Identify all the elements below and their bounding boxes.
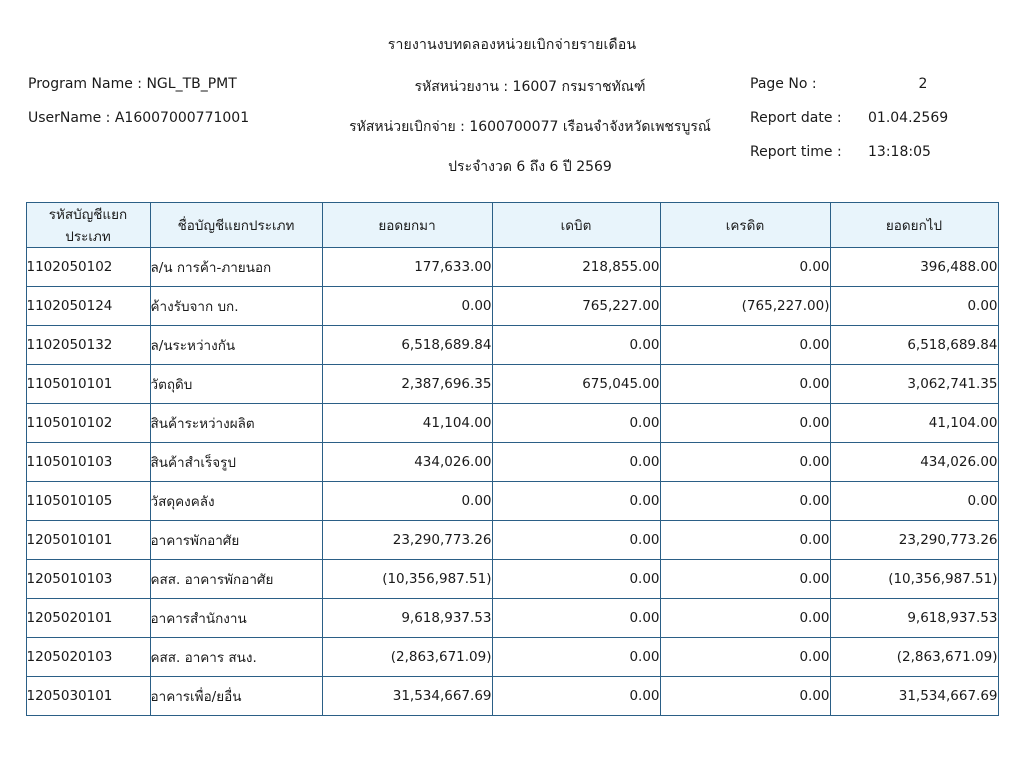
page-number-label: Page No :	[750, 76, 817, 92]
cell-account-code: 1205020103	[26, 638, 150, 677]
table-row	[26, 287, 998, 326]
table-row	[26, 521, 998, 560]
cell-opening-balance: 0.00	[322, 482, 492, 521]
report-time-value: 13:18:05	[868, 144, 931, 160]
cell-credit: 0.00	[660, 482, 830, 521]
metadata-right-column	[750, 76, 1000, 178]
trial-balance-table	[26, 202, 999, 716]
cell-closing-balance: 0.00	[830, 482, 998, 521]
cell-opening-balance: 9,618,937.53	[322, 599, 492, 638]
cell-account-name: อาคารพักอาศัย	[150, 521, 322, 560]
cell-account-name: สินค้าสำเร็จรูป	[150, 443, 322, 482]
cell-account-code: 1102050124	[26, 287, 150, 326]
cell-closing-balance: 0.00	[830, 287, 998, 326]
table-row	[26, 326, 998, 365]
cell-closing-balance: 41,104.00	[830, 404, 998, 443]
cell-opening-balance: (10,356,987.51)	[322, 560, 492, 599]
cell-opening-balance: 177,633.00	[322, 248, 492, 287]
cell-credit: (765,227.00)	[660, 287, 830, 326]
cell-account-name: ค้างรับจาก บก.	[150, 287, 322, 326]
report-time-label: Report time :	[750, 144, 842, 160]
page-title: รายงานงบทดลองหน่วยเบิกจ่ายรายเดือน	[387, 37, 637, 53]
cell-debit: 0.00	[492, 482, 660, 521]
page-number-row	[750, 76, 1000, 92]
cell-closing-balance: (10,356,987.51)	[830, 560, 998, 599]
column-header-account-name: ชื่อบัญชีแยกประเภท	[150, 203, 322, 248]
cell-account-code: 1205010103	[26, 560, 150, 599]
metadata-center-column	[330, 76, 730, 196]
cell-account-code: 1105010105	[26, 482, 150, 521]
cell-debit: 0.00	[492, 677, 660, 716]
period-line: ประจำงวด 6 ถึง 6 ปี 2569	[448, 159, 612, 175]
report-date-row	[750, 110, 1000, 126]
cell-debit: 0.00	[492, 560, 660, 599]
cell-debit: 0.00	[492, 599, 660, 638]
cell-credit: 0.00	[660, 326, 830, 365]
cell-account-name: วัสดุคงคลัง	[150, 482, 322, 521]
cell-account-name: วัตถุดิบ	[150, 365, 322, 404]
cell-account-name: ล/น การค้า-ภายนอก	[150, 248, 322, 287]
cell-account-code: 1205010101	[26, 521, 150, 560]
page-number-value: 2	[918, 76, 928, 92]
table-row	[26, 482, 998, 521]
cell-account-name: สินค้าระหว่างผลิต	[150, 404, 322, 443]
cell-account-code: 1105010101	[26, 365, 150, 404]
cell-account-code: 1102050102	[26, 248, 150, 287]
cell-credit: 0.00	[660, 560, 830, 599]
cell-closing-balance: 3,062,741.35	[830, 365, 998, 404]
cell-credit: 0.00	[660, 521, 830, 560]
report-page	[0, 34, 1024, 758]
cell-closing-balance: (2,863,671.09)	[830, 638, 998, 677]
cell-credit: 0.00	[660, 248, 830, 287]
cell-credit: 0.00	[660, 677, 830, 716]
program-name-label: Program Name :	[28, 76, 142, 92]
disbursing-unit-line: รหัสหน่วยเบิกจ่าย : 1600700077 เรือนจำจังหวัดเพชรบูรณ์	[349, 119, 711, 135]
table-row	[26, 443, 998, 482]
cell-credit: 0.00	[660, 599, 830, 638]
table-row	[26, 677, 998, 716]
column-header-debit: เดบิต	[492, 203, 660, 248]
cell-closing-balance: 31,534,667.69	[830, 677, 998, 716]
cell-closing-balance: 23,290,773.26	[830, 521, 998, 560]
cell-account-name: คสส. อาคาร สนง.	[150, 638, 322, 677]
table-row	[26, 638, 998, 677]
cell-opening-balance: 31,534,667.69	[322, 677, 492, 716]
cell-debit: 0.00	[492, 638, 660, 677]
report-date-label: Report date :	[750, 110, 842, 126]
cell-debit: 218,855.00	[492, 248, 660, 287]
table-header	[26, 203, 998, 248]
table-body	[26, 248, 998, 716]
cell-credit: 0.00	[660, 638, 830, 677]
cell-opening-balance: 2,387,696.35	[322, 365, 492, 404]
program-name-row	[28, 76, 358, 92]
cell-closing-balance: 434,026.00	[830, 443, 998, 482]
cell-opening-balance: 0.00	[322, 287, 492, 326]
report-time-row	[750, 144, 1000, 160]
cell-credit: 0.00	[660, 443, 830, 482]
cell-opening-balance: 41,104.00	[322, 404, 492, 443]
table-row	[26, 599, 998, 638]
cell-debit: 675,045.00	[492, 365, 660, 404]
cell-closing-balance: 9,618,937.53	[830, 599, 998, 638]
cell-debit: 765,227.00	[492, 287, 660, 326]
username-value: A16007000771001	[114, 110, 250, 126]
cell-closing-balance: 6,518,689.84	[830, 326, 998, 365]
cell-opening-balance: 434,026.00	[322, 443, 492, 482]
cell-debit: 0.00	[492, 404, 660, 443]
table-row	[26, 248, 998, 287]
cell-account-name: ล/นระหว่างกัน	[150, 326, 322, 365]
cell-closing-balance: 396,488.00	[830, 248, 998, 287]
username-row	[28, 110, 358, 126]
table-row	[26, 365, 998, 404]
agency-code-line: รหัสหน่วยงาน : 16007 กรมราชทัณฑ์	[414, 79, 646, 95]
column-header-account-code: รหัสบัญชีแยกประเภท	[26, 203, 150, 248]
table-row	[26, 404, 998, 443]
cell-account-code: 1105010102	[26, 404, 150, 443]
cell-debit: 0.00	[492, 326, 660, 365]
report-metadata	[0, 76, 1024, 186]
cell-account-code: 1205030101	[26, 677, 150, 716]
cell-opening-balance: 23,290,773.26	[322, 521, 492, 560]
cell-debit: 0.00	[492, 443, 660, 482]
column-header-opening-balance: ยอดยกมา	[322, 203, 492, 248]
cell-credit: 0.00	[660, 404, 830, 443]
metadata-left-column	[28, 76, 358, 144]
cell-opening-balance: 6,518,689.84	[322, 326, 492, 365]
table-header-row	[26, 203, 998, 248]
cell-opening-balance: (2,863,671.09)	[322, 638, 492, 677]
cell-account-code: 1205020101	[26, 599, 150, 638]
cell-account-code: 1105010103	[26, 443, 150, 482]
cell-account-name: อาคารเพื่อ/ยอื่น	[150, 677, 322, 716]
column-header-closing-balance: ยอดยกไป	[830, 203, 998, 248]
table-row	[26, 560, 998, 599]
cell-debit: 0.00	[492, 521, 660, 560]
username-label: UserName :	[28, 110, 111, 126]
column-header-credit: เครดิต	[660, 203, 830, 248]
program-name-value: NGL_TB_PMT	[146, 76, 237, 92]
cell-account-code: 1102050132	[26, 326, 150, 365]
cell-credit: 0.00	[660, 365, 830, 404]
cell-account-name: คสส. อาคารพักอาศัย	[150, 560, 322, 599]
cell-account-name: อาคารสำนักงาน	[150, 599, 322, 638]
report-date-value: 01.04.2569	[868, 110, 949, 126]
